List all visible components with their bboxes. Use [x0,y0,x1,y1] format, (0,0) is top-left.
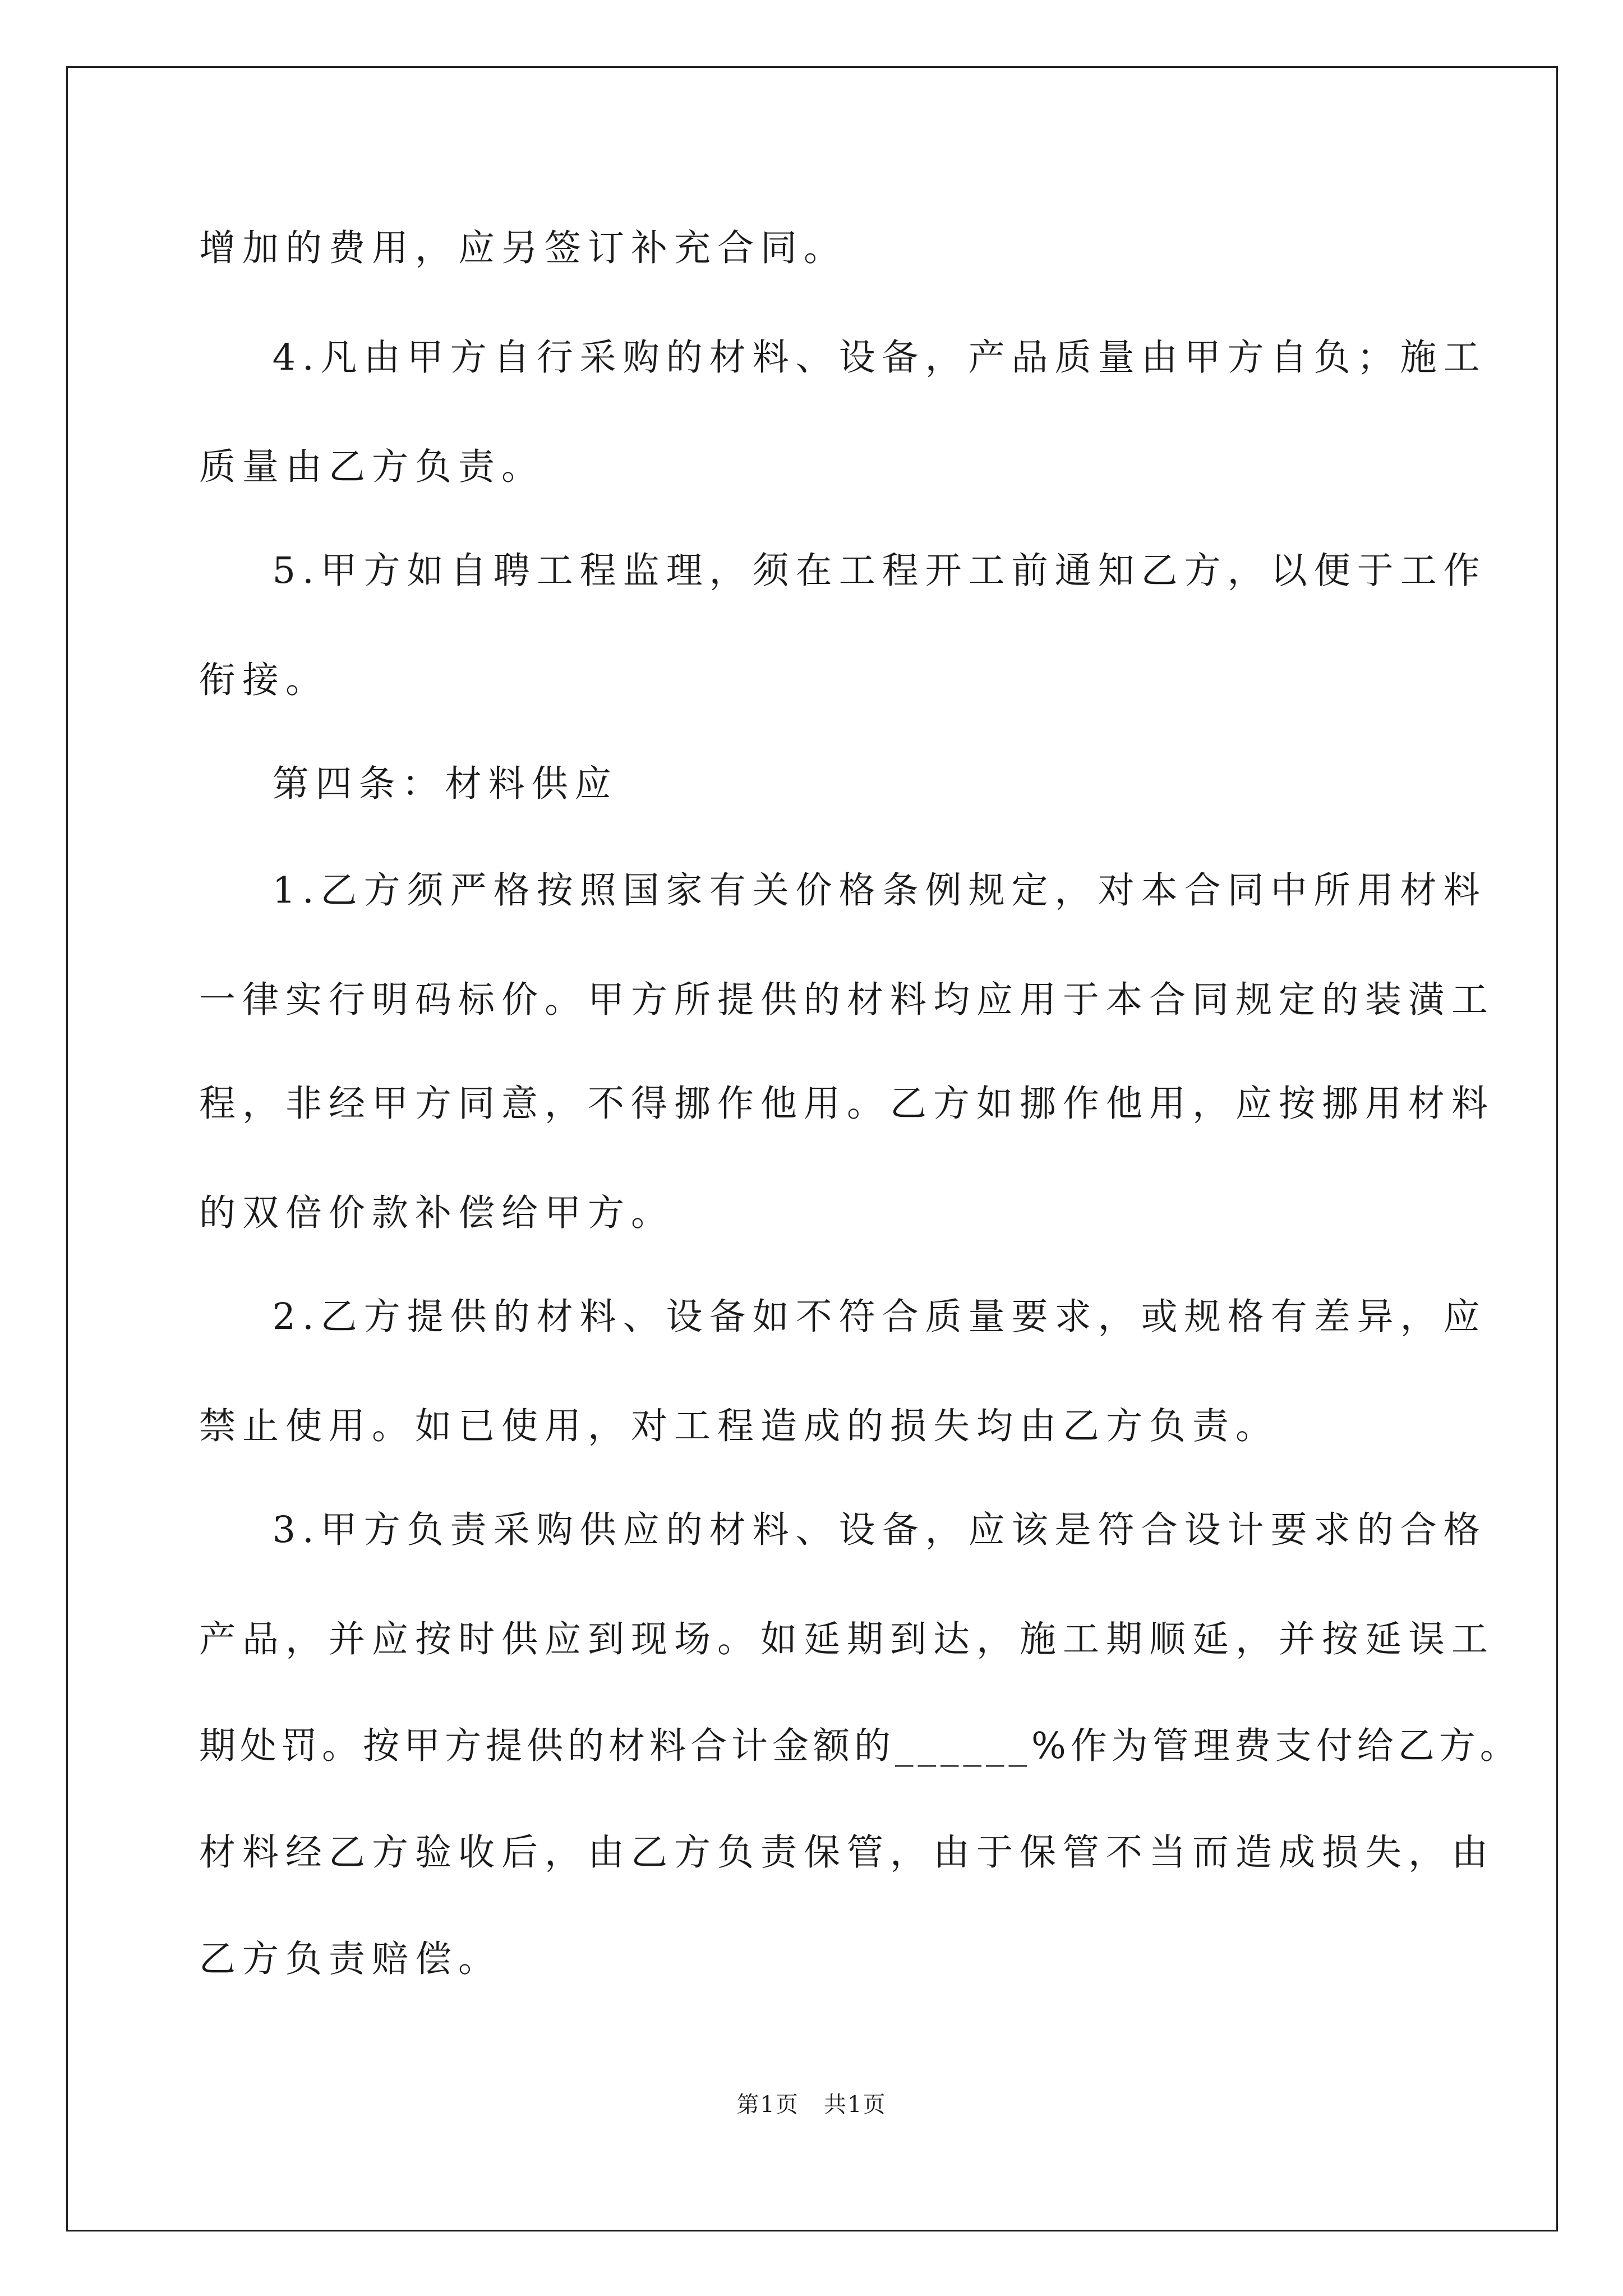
text-line: 期处罚。按甲方提供的材料合计金额的______%作为管理费支付给乙方。 [199,1725,1521,1767]
text-line: 3.甲方负责采购供应的材料、设备，应该是符合设计要求的合格 [199,1509,1487,1551]
text-line: 4.凡由甲方自行采购的材料、设备，产品质量由甲方自负；施工 [199,337,1487,379]
text-line: 1.乙方须严格按照国家有关价格条例规定，对本合同中所用材料 [199,869,1487,912]
text-line: 的双倍价款补偿给甲方。 [199,1192,675,1234]
section-heading: 第四条：材料供应 [199,763,618,805]
text-line: 程，非经甲方同意，不得挪作他用。乙方如挪作他用，应按挪用材料 [199,1083,1495,1125]
text-line: 产品，并应按时供应到现场。如延期到达，施工期顺延，并按延误工 [199,1618,1495,1660]
text-line: 材料经乙方验收后，由乙方负责保管，由于保管不当而造成损失，由 [199,1832,1495,1874]
text-line: 5.甲方如自聘工程监理，须在工程开工前通知乙方，以便于工作 [199,550,1487,592]
text-line: 一律实行明码标价。甲方所提供的材料均应用于本合同规定的装潢工 [199,979,1495,1021]
text-line: 衔接。 [199,659,329,701]
text-line: 质量由乙方负责。 [199,446,545,488]
text-line: 乙方负责赔偿。 [199,1938,502,1980]
text-line: 禁止使用。如已使用，对工程造成的损失均由乙方负责。 [199,1405,1279,1447]
page-number-footer: 第1页 共1页 [736,2092,887,2118]
text-line: 增加的费用，应另签订补充合同。 [199,227,847,269]
text-line: 2.乙方提供的材料、设备如不符合质量要求，或规格有差异，应 [199,1296,1487,1338]
page-border [66,66,1558,2231]
